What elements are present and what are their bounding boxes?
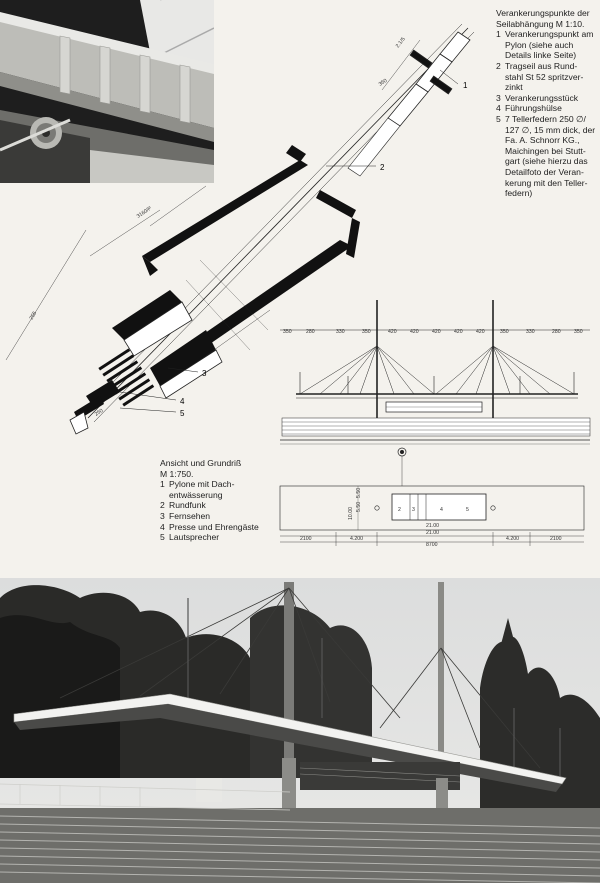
plan-dim-6: 2100 — [550, 536, 562, 542]
detail-dim-small: 350 — [377, 77, 389, 88]
caption-elevation-title-1: Ansicht und Grundriß — [160, 458, 242, 468]
plan-label-2: 2 — [398, 507, 401, 513]
stadium-photo — [0, 578, 600, 883]
plan-dim-10: 10.00 — [348, 507, 354, 520]
caption-elevation-item: 1 Pylone mit Dach- entwässerung — [160, 479, 235, 500]
detail-label-3: 3 — [202, 369, 207, 378]
elevation-dim-2: 280 — [306, 329, 315, 335]
plan-dim-1: 21.00 — [426, 523, 439, 529]
detail-label-1: 1 — [463, 81, 468, 90]
caption-anchorage-item: 2 Tragseil aus Rund- stahl St 52 spritzver- zinkt — [496, 60, 584, 93]
detail-dim-upper: 3160/P — [135, 205, 153, 220]
caption-anchorage-title-2: Seilabhängung M 1:10. — [496, 18, 585, 29]
plan-dim-3: 4.200 — [350, 536, 363, 542]
elevation-dim-3: 330 — [336, 329, 345, 335]
elevation-dim-6: 420 — [410, 329, 419, 335]
plan-dim-7: 8700 — [426, 542, 438, 548]
caption-elevation-item: 5 Lautsprecher — [160, 532, 220, 543]
elevation-dim-9: 420 — [476, 329, 485, 335]
detail-dim-bottom: 250 — [93, 407, 105, 418]
caption-elevation-item: 3 Fernsehen — [160, 510, 211, 521]
detail-dim-left: 255 — [28, 310, 39, 322]
plan-label-5: 5 — [466, 507, 469, 513]
elevation-dim-4: 350 — [362, 329, 371, 335]
caption-elevation-title-2: M 1:750. — [160, 468, 194, 479]
anchorage-detail — [6, 24, 474, 434]
elevation-dim-5: 420 — [388, 329, 397, 335]
detail-label-5: 5 — [180, 409, 185, 418]
plan-label-3: 3 — [412, 507, 415, 513]
elevation-dim-8: 420 — [454, 329, 463, 335]
plan-dim-5: 2100 — [300, 536, 312, 542]
plan-label-4: 4 — [440, 507, 443, 513]
caption-anchorage — [496, 8, 596, 199]
caption-anchorage-title-1: Verankerungspunkte der — [496, 8, 590, 18]
detail-label-2: 2 — [380, 163, 385, 172]
elevation-drawing — [280, 300, 590, 444]
caption-elevation — [160, 458, 278, 543]
plan-dim-9: 5.50 — [356, 501, 362, 512]
elevation-dim-7: 420 — [432, 329, 441, 335]
caption-anchorage-item: 1 Verankerungspunkt am Pylon (siehe auch Details linke Seite) — [496, 29, 594, 61]
elevation-dim-10: 350 — [500, 329, 509, 335]
stadium-photo-graphic — [0, 578, 600, 883]
elevation-dim-13: 350 — [574, 329, 583, 335]
plan-dim-4: 4.200 — [506, 536, 519, 542]
plan-dim-2: 21.00 — [426, 530, 439, 536]
caption-elevation-item: 2 Rundfunk — [160, 500, 206, 511]
elevation-dim-11: 330 — [526, 329, 535, 335]
caption-elevation-item: 4 Presse und Ehrengäste — [160, 521, 259, 532]
caption-anchorage-item: 4 Führungshülse — [496, 103, 562, 114]
elevation-dim-1: 350 — [283, 329, 292, 335]
detail-dim-top: 2.1/5 — [394, 36, 407, 50]
detail-label-4: 4 — [180, 397, 185, 406]
plan-dim-8: 5.50 — [356, 487, 362, 498]
elevation-dim-12: 280 — [552, 329, 561, 335]
caption-anchorage-item: 3 Verankerungsstück — [496, 92, 579, 103]
caption-anchorage-item: 5 7 Tellerfedern 250 ∅/ 127 ∅, 15 mm dick, der Fa. A. Schnorr KG., Maichingen bei Stutt- gart (siehe hierzu das Detailfoto der Veran- kerung mit den Teller- federn) — [496, 113, 596, 199]
